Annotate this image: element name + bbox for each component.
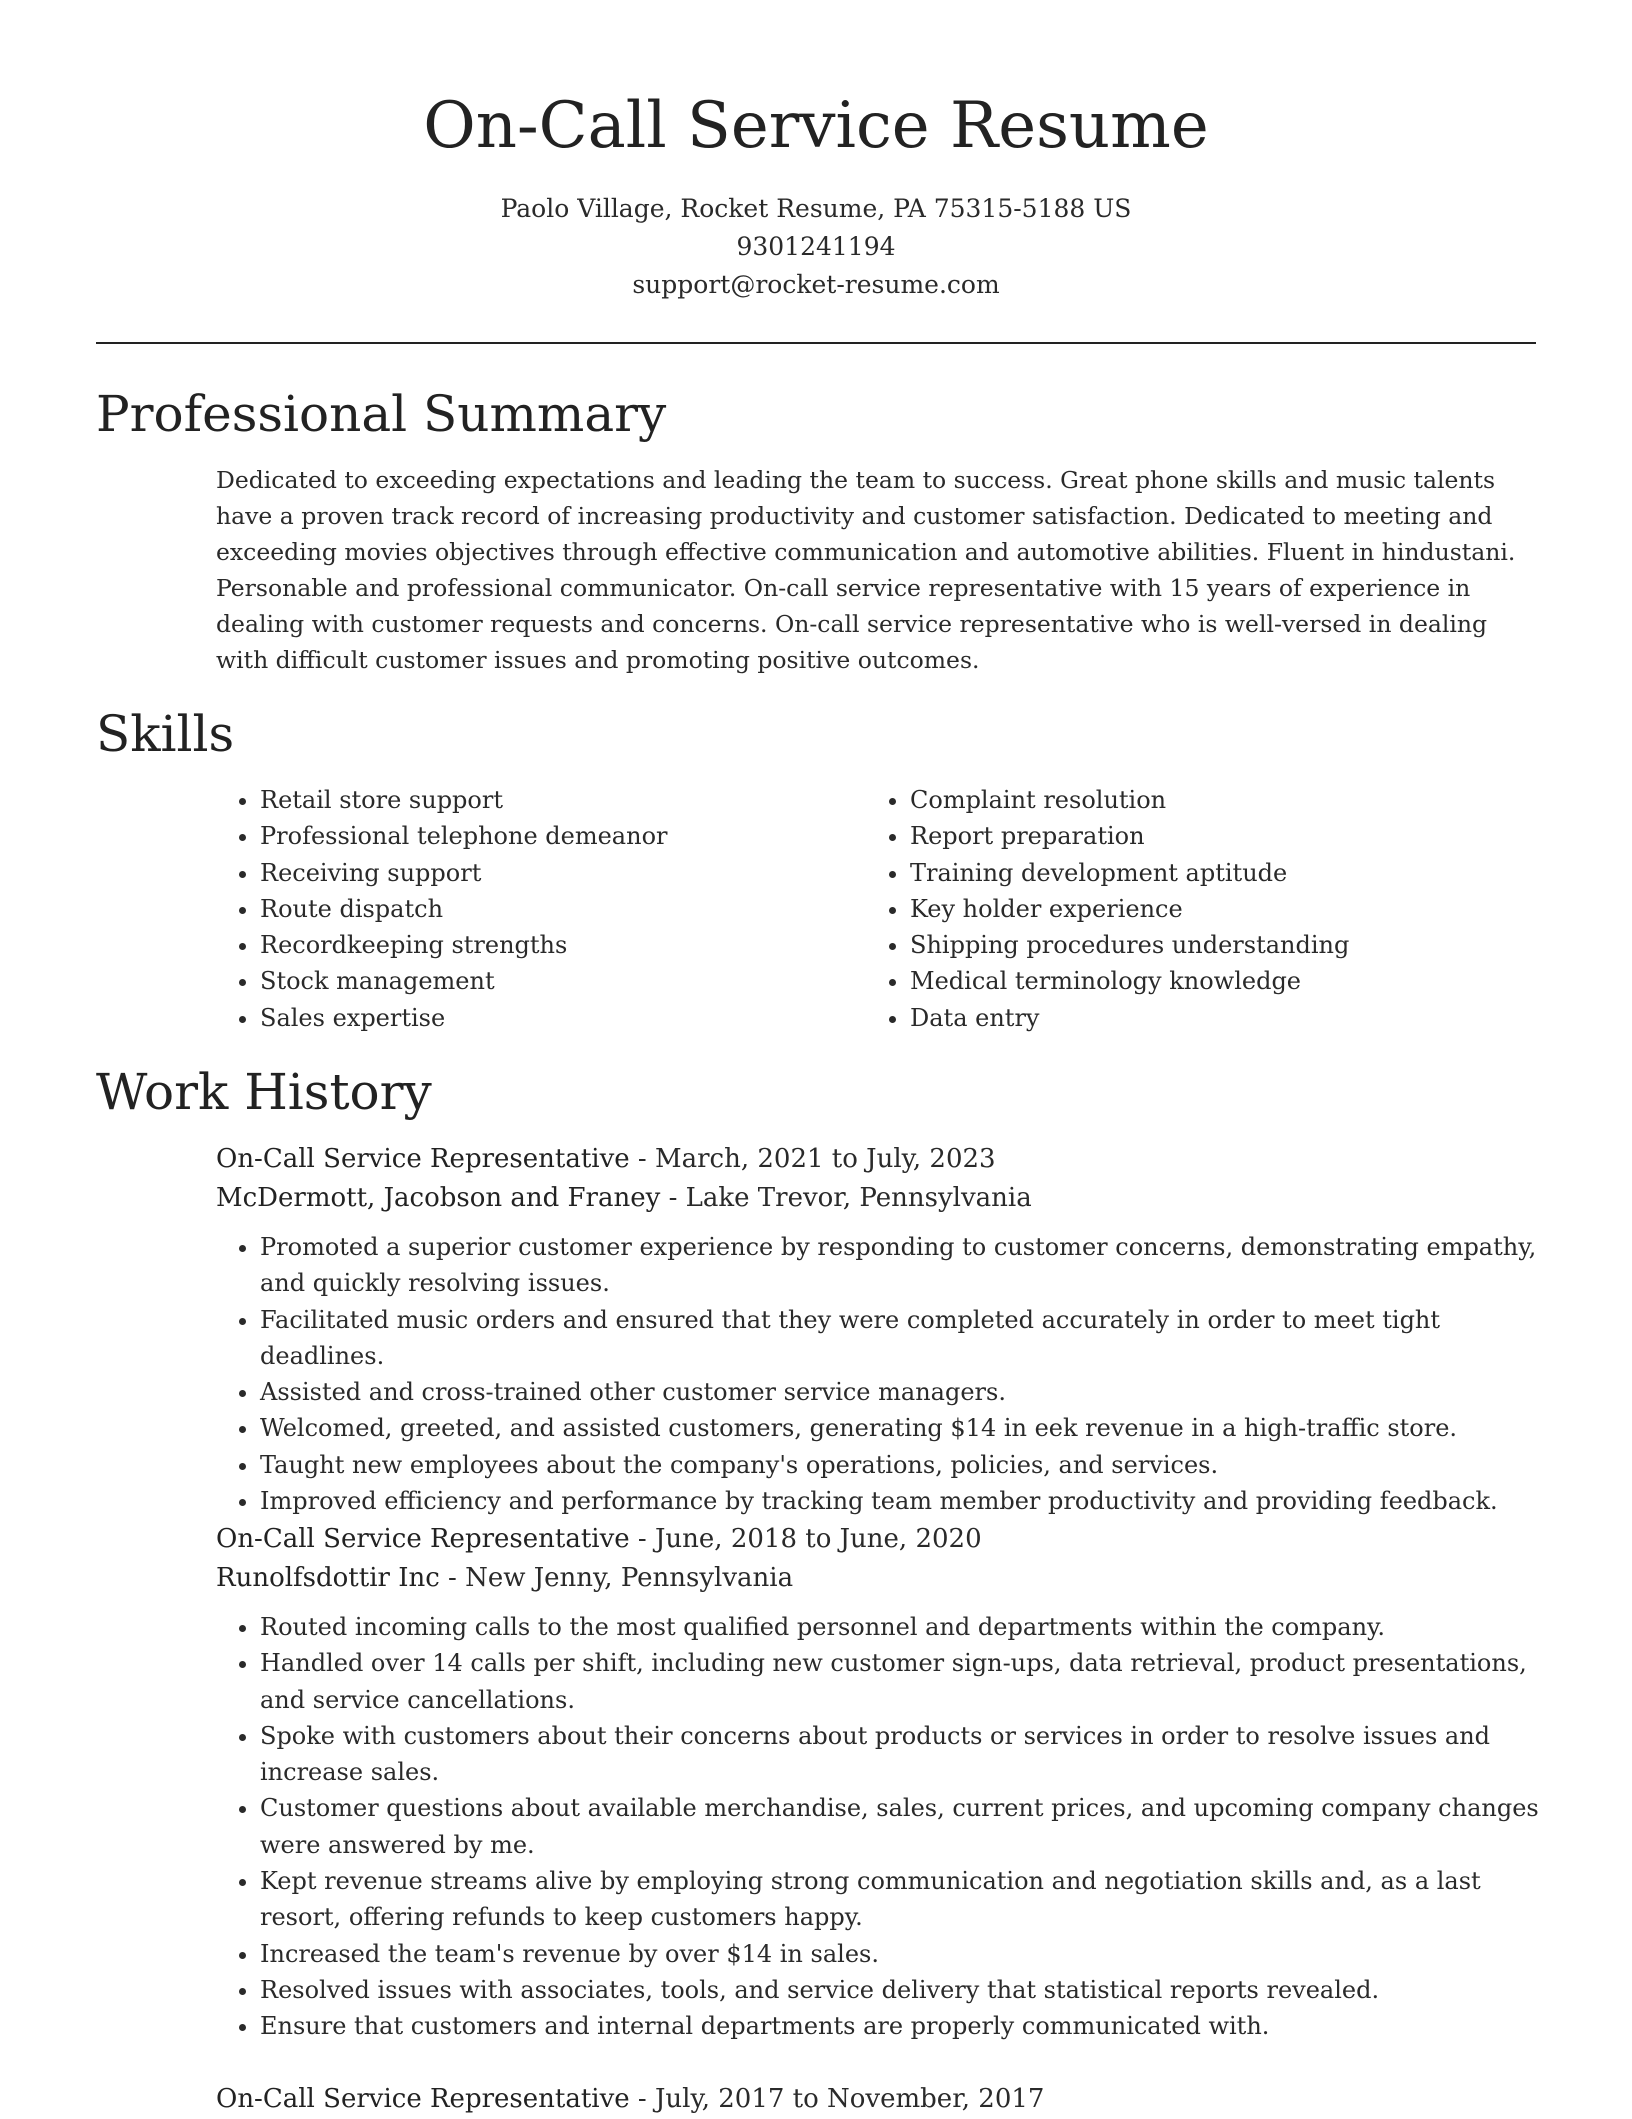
job-duty: • Assisted and cross-trained other customer service managers.	[260, 1374, 1546, 1410]
job-duties	[216, 1609, 1546, 2045]
job-duty: • Welcomed, greeted, and assisted customers, generating $14 in eek revenue in a high-traffic store.	[260, 1410, 1546, 1446]
skill-item: • Professional telephone demeanor	[260, 818, 856, 854]
resume-header	[96, 84, 1536, 304]
job-duty: • Customer questions about available merchandise, sales, current prices, and upcoming company changes were answered by me.	[260, 1790, 1546, 1863]
job-title-line	[216, 1140, 1546, 1179]
job-entry	[216, 2080, 1546, 2119]
skill-item: • Retail store support	[260, 782, 856, 818]
skill-item: • Receiving support	[260, 855, 856, 891]
job-title-line	[216, 2080, 1546, 2119]
job-duty: • Facilitated music orders and ensured that they were completed accurately in order to meet tight deadlines.	[260, 1302, 1546, 1375]
skill-item: • Recordkeeping strengths	[260, 927, 856, 963]
skills-list-right	[866, 782, 1546, 1036]
work-history-heading: Work History	[96, 1063, 432, 1121]
job-duty: • Kept revenue streams alive by employing strong communication and negotiation skills and, as a last resort, offering refunds to keep customers happy.	[260, 1863, 1546, 1936]
job-duty: • Handled over 14 calls per shift, including new customer sign-ups, data retrieval, product presentations, and service cancellations.	[260, 1645, 1546, 1718]
job-title-line	[216, 1520, 1546, 1559]
header-divider	[96, 342, 1536, 344]
skill-item: • Sales expertise	[260, 1000, 856, 1036]
skill-item: • Key holder experience	[910, 891, 1546, 927]
job-dates: - July, 2017 to November, 2017	[629, 2084, 1045, 2114]
job-company-line	[216, 1559, 1546, 1598]
job-duty: • Routed incoming calls to the most qualified personnel and departments within the company.	[260, 1609, 1546, 1645]
job-title: On-Call Service Representative	[216, 1524, 630, 1554]
job-duty: • Ensure that customers and internal departments are properly communicated with.	[260, 2008, 1546, 2044]
job-company: Runolfsdottir Inc	[216, 1563, 440, 1593]
skills-heading: Skills	[96, 705, 235, 763]
skill-item: • Medical terminology knowledge	[910, 963, 1546, 999]
job-duty: • Resolved issues with associates, tools, and service delivery that statistical reports revealed.	[260, 1972, 1546, 2008]
skill-item: • Shipping procedures understanding	[910, 927, 1546, 963]
skills-column-right	[866, 782, 1546, 1036]
job-location: - Lake Trevor, Pennsylvania	[660, 1183, 1032, 1213]
job-duty: • Promoted a superior customer experience by responding to customer concerns, demonstrating empathy, and quickly resolving issues.	[260, 1229, 1546, 1302]
job-dates: - March, 2021 to July, 2023	[629, 1144, 996, 1174]
job-duty: • Increased the team's revenue by over $14 in sales.	[260, 1936, 1546, 1972]
contact-address: Paolo Village, Rocket Resume, PA 75315-5188 US	[500, 194, 1132, 223]
job-company: McDermott, Jacobson and Franey	[216, 1183, 661, 1213]
job-title: On-Call Service Representative	[216, 2084, 630, 2114]
job-dates: - June, 2018 to June, 2020	[629, 1524, 982, 1554]
summary-heading: Professional Summary	[96, 385, 667, 443]
job-entry	[216, 1140, 1546, 1519]
contact-block	[96, 190, 1536, 304]
skill-item: • Data entry	[910, 1000, 1546, 1036]
skills-list-left	[216, 782, 856, 1036]
job-duty: • Taught new employees about the company's operations, policies, and services.	[260, 1447, 1546, 1483]
skill-item: • Training development aptitude	[910, 855, 1546, 891]
job-duty: • Improved efficiency and performance by tracking team member productivity and providing feedback.	[260, 1483, 1546, 1519]
job-duties	[216, 1229, 1546, 1519]
skills-column-left	[216, 782, 856, 1036]
job-location: - New Jenny, Pennsylvania	[439, 1563, 794, 1593]
contact-phone: 9301241194	[736, 232, 896, 261]
skill-item: • Stock management	[260, 963, 856, 999]
job-entry	[216, 1520, 1546, 2045]
summary-text: Dedicated to exceeding expectations and leading the team to success. Great phone skills and music talents have a proven track record of increasing productivity and customer satisfaction. Dedicated to meeting and exceeding movies objectives through effective communication and automotive abilities. Fluent in hindustani. Personable and professional communicator. On-call service representative with 15 years of experience in dealing with customer requests and concerns. On-call service representative who is well-versed in dealing with difficult customer issues and promoting positive outcomes.	[216, 466, 1516, 674]
contact-email: support@rocket-resume.com	[632, 270, 1000, 299]
skill-item: • Complaint resolution	[910, 782, 1546, 818]
skill-item: • Route dispatch	[260, 891, 856, 927]
skill-item: • Report preparation	[910, 818, 1546, 854]
job-company-line	[216, 1179, 1546, 1218]
job-duty: • Spoke with customers about their concerns about products or services in order to resolve issues and increase sales.	[260, 1718, 1546, 1791]
job-title: On-Call Service Representative	[216, 1144, 630, 1174]
resume-title: On-Call Service Resume	[423, 89, 1209, 163]
